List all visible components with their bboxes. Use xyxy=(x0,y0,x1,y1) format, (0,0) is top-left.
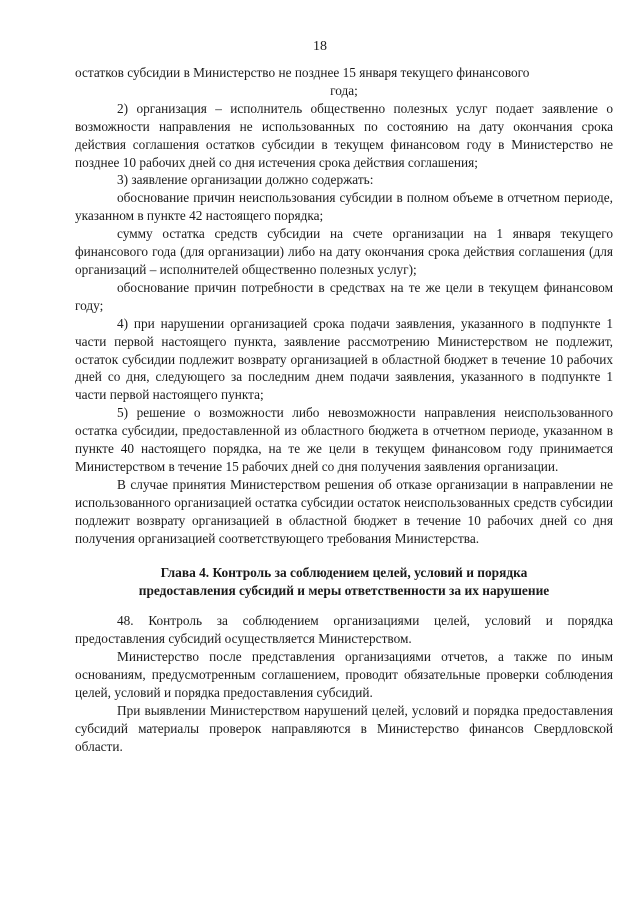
paragraph: года; xyxy=(330,82,358,98)
chapter-heading xyxy=(75,564,613,600)
paragraph: 48. Контроль за соблюдением организациями целей, условий и порядка предоставления субсидий осуществляется Министерством. xyxy=(75,613,613,647)
paragraph: 4) при нарушении организацией срока подачи заявления, указанного в подпункте 1 части первой настоящего пункта, заявление рассмотрению Министерством не подлежит, остаток субсидии подлежит возврату организацией в областной бюджет в течение 10 рабочих дней со дня, следующего за последним днем подачи заявления, указанного в подпункте 1 части первой настоящего пункта; xyxy=(75,315,613,403)
paragraph: обоснование причин неиспользования субсидии в полном объеме в отчетном периоде, указанном в пункте 42 настоящего порядка; xyxy=(75,190,613,224)
page-number: 18 xyxy=(313,39,327,54)
paragraph: 2) организация – исполнитель общественно полезных услуг подает заявление о возможности направления не использованных по состоянию на дату окончания срока действия соглашения остатков субсидии в текущем финансовом году в Министерство не позднее 10 рабочих дней со дня истечения срока действия соглашения; xyxy=(75,100,613,170)
document-body xyxy=(75,64,613,756)
chapter-heading-line-1: Глава 4. Контроль за соблюдением целей, условий и порядка xyxy=(160,565,528,581)
paragraph: сумму остатка средств субсидии на счете организации на 1 января текущего финансового года (для организации) либо на дату окончания срока действия соглашения (для организаций – исполнителей общественно полезных услуг); xyxy=(75,226,613,277)
paragraph: остатков субсидии в Министерство не позднее 15 января текущего финансового xyxy=(75,65,530,80)
paragraph: При выявлении Министерством нарушений целей, условий и порядка предоставления субсидий материалы проверок направляются в Министерство финансов Свердловской области. xyxy=(75,703,613,754)
paragraph: В случае принятия Министерством решения об отказе организации в направлении не использованного организацией остатка субсидии остаток неиспользованных средств субсидии подлежит возврату организацией в областной бюджет в течение 10 рабочих дней со дня получения организацией соответствующего требования Министерства. xyxy=(75,476,613,546)
paragraph: Министерство после представления организациями отчетов, а также по иным основаниям, предусмотренным соглашением, проводит обязательные проверки соблюдения целей, условий и порядка предоставления субсидий. xyxy=(75,649,613,701)
paragraphs-bottom xyxy=(75,612,613,755)
paragraph: 3) заявление организации должно содержать: xyxy=(117,172,374,188)
chapter-heading-line-2: предоставления субсидий и меры ответственности за их нарушение xyxy=(138,583,550,599)
paragraph: обоснование причин потребности в средствах на те же цели в текущем финансовом году; xyxy=(75,279,613,313)
paragraphs-top xyxy=(75,64,613,547)
paragraph: 5) решение о возможности либо невозможности направления неиспользованного остатка субсидии, предоставленной из областного бюджета в отчетном периоде, указанном в пункте 40 настоящего порядка, на те же цели в текущем финансовом году принимается Министерством в течение 15 рабочих дней со дня получения заявления организации. xyxy=(75,405,613,474)
